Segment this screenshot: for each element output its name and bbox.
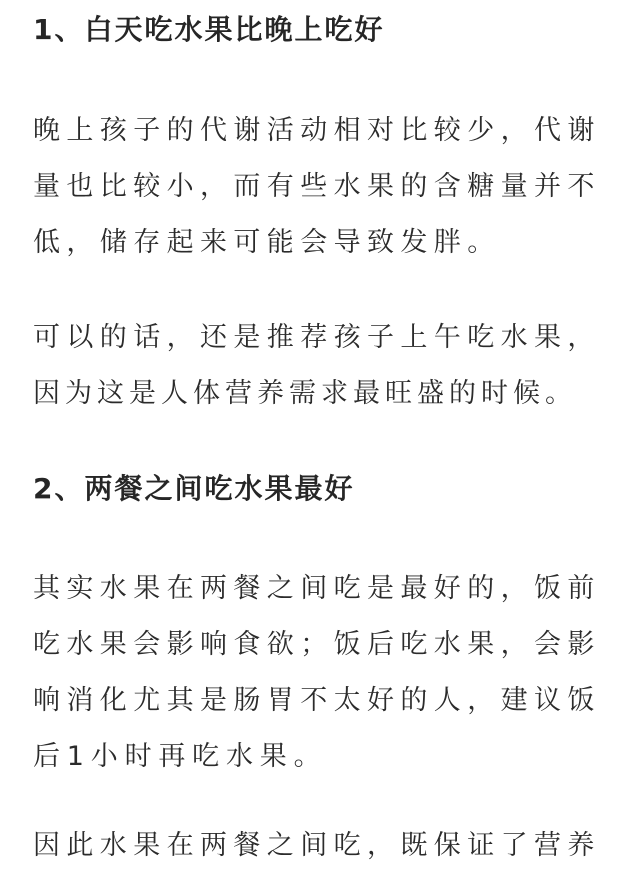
text-line: 响消化尤其是肠胃不太好的人，建议饭 (33, 685, 601, 716)
text-line: 可以的话，还是推荐孩子上午吃水果， (33, 322, 601, 353)
text-line: 其实水果在两餐之间吃是最好的，饭前 (33, 573, 601, 604)
text-line: 因此水果在两餐之间吃，既保证了营养 (33, 830, 601, 861)
paragraph-1 (33, 103, 611, 271)
text-line: 晚上孩子的代谢活动相对比较少，代谢 (33, 115, 601, 146)
section-heading-2: 2、两餐之间吃水果最好 (33, 472, 355, 505)
text-line: 量也比较小，而有些水果的含糖量并不 (33, 171, 601, 202)
paragraph-3 (33, 561, 611, 785)
text-line: 吃水果会影响食欲；饭后吃水果，会影 (33, 629, 601, 660)
section-heading-1: 1、白天吃水果比晚上吃好 (33, 13, 385, 46)
paragraph-4 (33, 818, 611, 874)
text-line: 因为这是人体营养需求最旺盛的时候。 (33, 378, 577, 409)
text-line: 后1小时再吃水果。 (33, 741, 328, 772)
text-line: 低，储存起来可能会导致发胖。 (33, 227, 501, 258)
paragraph-2 (33, 310, 611, 422)
